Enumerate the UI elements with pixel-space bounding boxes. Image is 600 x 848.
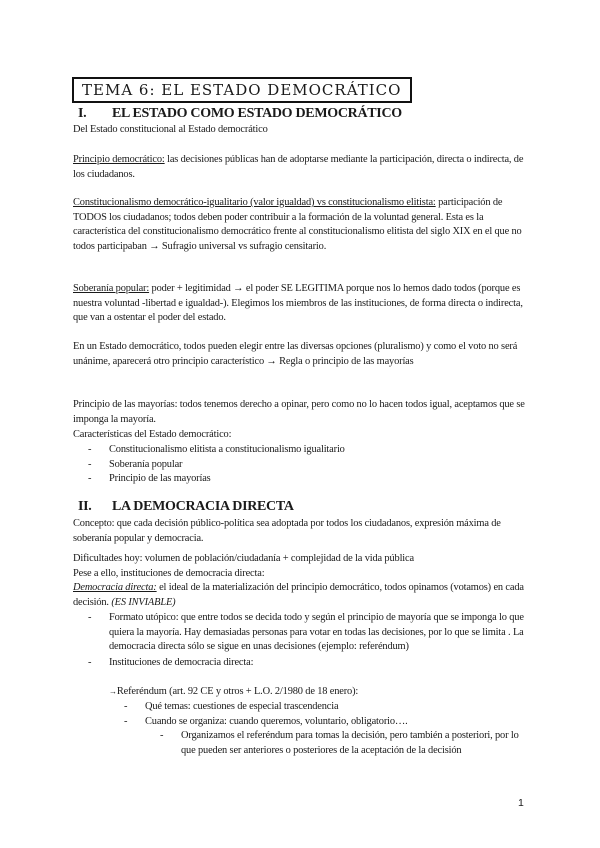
section-2-number: II. bbox=[78, 499, 92, 514]
page-title: TEMA 6: EL ESTADO DEMOCRÁTICO bbox=[72, 77, 412, 103]
page-number: 1 bbox=[518, 797, 524, 809]
paragraph-caracteristicas: Características del Estado democrático: bbox=[73, 429, 232, 440]
dash-marker: - bbox=[88, 444, 92, 455]
term-label: Democracia directa: bbox=[73, 582, 157, 593]
referendum-line bbox=[109, 685, 529, 700]
list-item-text: Constitucionalismo elitista a constitucionalismo igualitario bbox=[109, 444, 345, 455]
dash-marker: - bbox=[160, 730, 164, 741]
term-label: Soberanía popular: bbox=[73, 283, 150, 294]
emphasis-text: (ES INVIABLE) bbox=[111, 596, 176, 608]
section-1-heading bbox=[78, 106, 402, 122]
list-item bbox=[88, 443, 345, 458]
dash-marker: - bbox=[88, 458, 92, 470]
referendum-subsublist bbox=[160, 729, 521, 758]
list-item-text: Soberanía popular bbox=[109, 458, 183, 470]
list-item bbox=[88, 472, 345, 487]
list-item bbox=[124, 715, 525, 730]
dash-marker: - bbox=[88, 612, 92, 623]
list-item-text: Organizamos el referéndum para tomas la decisión, pero también a posteriori, por lo que pueden ser anteriores o posteriores de la aceptación de la decisión bbox=[181, 730, 519, 756]
list-item bbox=[160, 729, 521, 758]
term-label: Principio democrático: bbox=[73, 154, 165, 165]
caracteristicas-list bbox=[88, 443, 345, 487]
referendum-text: Referéndum (art. 92 CE y otros + L.O. 2/1980 de 18 enero): bbox=[116, 686, 359, 697]
dash-marker: - bbox=[124, 701, 128, 712]
term-text: poder + legitimidad → el poder SE LEGITIMA porque nos lo hemos dado todos (porque es nuestra voluntad -libertad e igualdad-). Elegimos los miembros de las instituciones, de forma directa o indirecta, que van a ostentar el poder del estado. bbox=[73, 283, 523, 323]
paragraph-pese-a-ello: Pese a ello, instituciones de democracia directa: bbox=[73, 568, 265, 579]
paragraph-democracia-directa bbox=[73, 581, 533, 610]
section-1-subtitle: Del Estado constitucional al Estado democrático bbox=[73, 124, 268, 135]
dash-marker: - bbox=[88, 473, 92, 484]
list-item bbox=[88, 611, 529, 655]
paragraph-soberania-popular bbox=[73, 282, 533, 326]
paragraph-estado-democratico: En un Estado democrático, todos pueden elegir entre las diversas opciones (pluralismo) y como el voto no será unánime, aparecerá otro principio característico → Regla o principio de las mayorías bbox=[73, 341, 518, 367]
term-text: el ideal de la materialización del principio democrático, todos opinamos (votamos) en cada decisión. bbox=[73, 582, 524, 608]
section-1-number: I. bbox=[78, 106, 87, 121]
paragraph-principio-mayorias: Principio de las mayorías: todos tenemos derecho a opinar, pero como no lo hacen todos igual, aceptamos que se imponga la mayoría. bbox=[73, 399, 525, 425]
section-1-title: EL ESTADO COMO ESTADO DEMOCRÁTICO bbox=[112, 106, 402, 121]
list-item-text: Formato utópico: que entre todos se decida todo y según el principio de mayoría que se imponga lo que quiera la mayoría. Hay demasiadas personas para votar en todas las decisiones, por lo que se limita . La democracia directa sólo se sigue en unas decisiones (ejemplo: referéndum) bbox=[109, 612, 524, 652]
referendum-sublist bbox=[124, 700, 525, 729]
term-text: participación de TODOS los ciudadanos; todos deben poder contribuir a la formación de la voluntad general. Esta es la característica del constitucionalismo democrático frente al constitucionalismo elitista del siglo XIX en el que no todos participaban → Sufragio universal vs sufragio censitario. bbox=[73, 197, 522, 252]
list-item-text: Cuando se organiza: cuando queremos, voluntario, obligatorio…. bbox=[145, 715, 408, 727]
list-item-text: Principio de las mayorías bbox=[109, 473, 211, 484]
term-text: las decisiones públicas han de adoptarse mediante la participación, directa o indirecta, de los ciudadanos. bbox=[73, 154, 524, 180]
list-item-text: Qué temas: cuestiones de especial trascendencia bbox=[145, 701, 339, 712]
paragraph-principio-democratico bbox=[73, 153, 533, 182]
list-item bbox=[88, 458, 345, 473]
paragraph-constitucionalismo bbox=[73, 196, 533, 254]
dash-marker: - bbox=[124, 715, 128, 727]
list-item bbox=[124, 700, 525, 715]
list-item-text: Instituciones de democracia directa: bbox=[109, 656, 254, 668]
list-item bbox=[88, 656, 529, 671]
dash-marker: - bbox=[88, 656, 92, 668]
arrow-icon: → bbox=[109, 687, 117, 696]
democracia-directa-list bbox=[88, 611, 529, 670]
paragraph-dificultades: Dificultades hoy: volumen de población/ciudadanía + complejidad de la vida pública bbox=[73, 553, 414, 564]
section-2-heading bbox=[78, 499, 294, 515]
paragraph-concepto: Concepto: que cada decisión público-política sea adoptada por todos los ciudadanos, expresión máxima de soberanía popular y democracia. bbox=[73, 518, 501, 544]
term-label: Constitucionalismo democrático-igualitario (valor igualdad) vs constitucionalismo elitista: bbox=[73, 197, 436, 208]
section-2-title: LA DEMOCRACIA DIRECTA bbox=[112, 499, 294, 514]
